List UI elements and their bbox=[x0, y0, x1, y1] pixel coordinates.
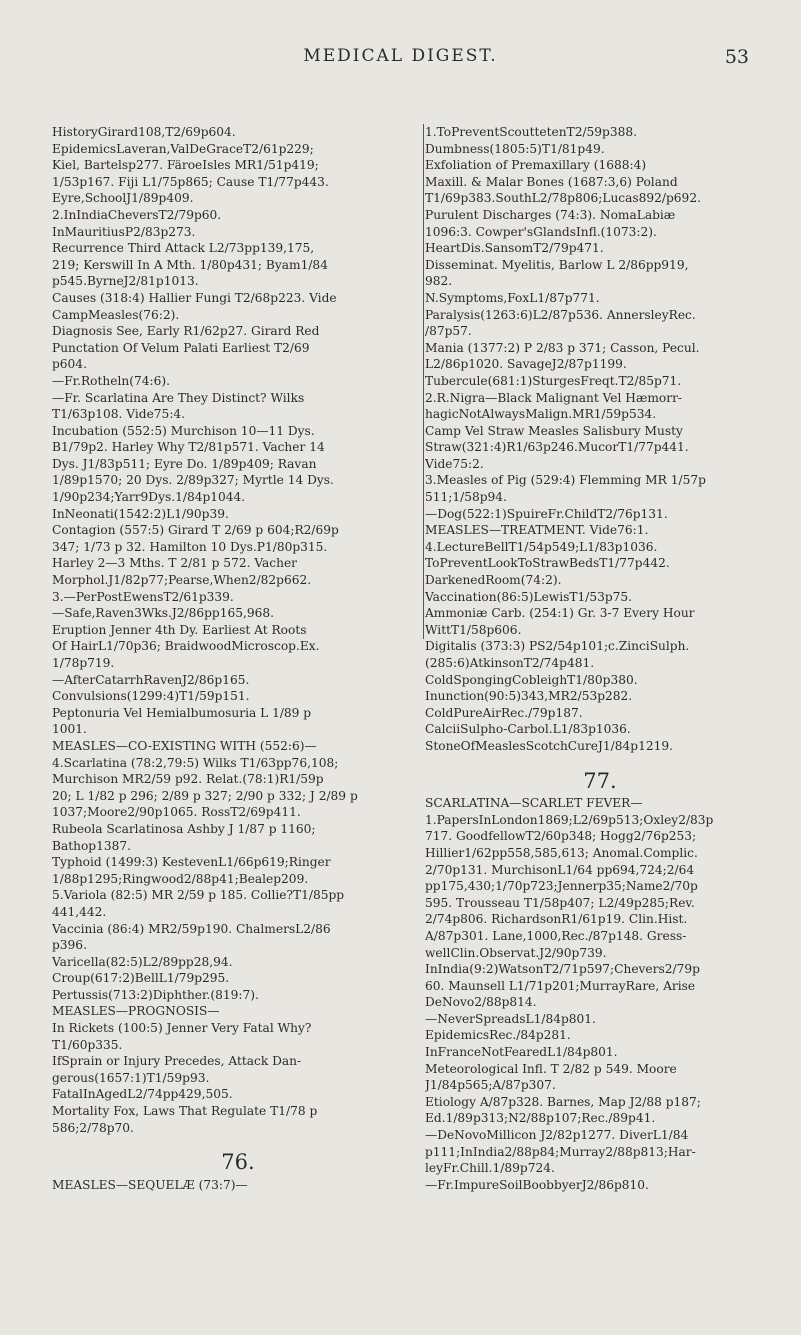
index-line: Meteorological Infl. T 2/82 p 549. Moore bbox=[425, 1061, 677, 1076]
index-line: Convulsions(1299:4)T1/59p151. bbox=[52, 689, 250, 704]
index-line: 1096:3. Cowper'sGlandsInfl.(1073:2). bbox=[425, 224, 657, 239]
index-line: HistoryGirard108,T2/69p604. bbox=[52, 125, 236, 139]
index-line: IfSprain or Injury Precedes, Attack Dan- bbox=[52, 1054, 302, 1069]
index-line: 347; 1/73 p 32. Hamilton 10 Dys.P1/80p315. bbox=[52, 539, 328, 554]
index-line: —Safe,Raven3Wks.J2/86pp165,968. bbox=[52, 606, 274, 621]
index-line: L2/86p1020. SavageJ2/87p1199. bbox=[425, 357, 627, 372]
index-line: Straw(321:4)R1/63p246.MucorT1/77p441. bbox=[425, 440, 689, 455]
index-line: Disseminat. Myelitis, Barlow L 2/86pp919, bbox=[425, 257, 689, 272]
right-tail bbox=[425, 795, 775, 1193]
index-line: 1/88p1295;Ringwood2/88p41;Bealep209. bbox=[52, 871, 309, 886]
index-line: MEASLES—CO-EXISTING WITH (552:6)— bbox=[52, 738, 317, 753]
index-line: InNeonati(1542:2)L1/90p39. bbox=[52, 506, 229, 521]
index-line: Contagion (557:5) Girard T 2/69 p 604;R2/69p bbox=[52, 523, 339, 538]
index-line: SCARLATINA—SCARLET FEVER— bbox=[425, 796, 643, 811]
index-line: WittT1/58p606. bbox=[425, 622, 522, 637]
index-line: Ed.1/89p313;N2/88p107;Rec./89p41. bbox=[425, 1111, 656, 1126]
index-line: (285:6)AtkinsonT2/74p481. bbox=[425, 656, 595, 670]
index-line: MEASLES—PROGNOSIS— bbox=[52, 1004, 220, 1019]
index-line: 586;2/78p70. bbox=[52, 1120, 134, 1135]
index-line: 1037;Moore2/90p1065. RossT2/69p411. bbox=[52, 805, 301, 820]
index-line: 595. Trousseau T1/58p407; L2/49p285;Rev. bbox=[425, 895, 695, 910]
index-line: Morphol.J1/82p77;Pearse,When2/82p662. bbox=[52, 573, 312, 588]
index-line: Tubercule(681:1)SturgesFreqt.T2/85p71. bbox=[425, 373, 682, 388]
running-title: MEDICAL DIGEST. bbox=[303, 46, 498, 66]
index-line: Peptonuria Vel Hemialbumosuria L 1/89 p bbox=[52, 705, 312, 720]
index-line: HeartDis.SansomT2/79p471. bbox=[425, 241, 604, 256]
section-number-77: 77. bbox=[583, 768, 617, 793]
index-line: Diagnosis See, Early R1/62p27. Girard Red bbox=[52, 324, 320, 339]
index-line: Kiel, Bartelsp277. FäroeIsles MR1/51p419; bbox=[52, 158, 319, 173]
index-line: 3.Measles of Pig (529:4) Flemming MR 1/57p bbox=[425, 473, 706, 488]
index-line: Eyre,SchoolJ1/89p409. bbox=[52, 191, 194, 206]
index-line: 2.InIndiaCheversT2/79p60. bbox=[52, 207, 222, 222]
page-number: 53 bbox=[724, 46, 749, 68]
section-number-76: 76. bbox=[221, 1150, 255, 1175]
index-line: Of HairL1/70p36; BraidwoodMicroscop.Ex. bbox=[52, 639, 320, 654]
index-line: T1/63p108. Vide75:4. bbox=[52, 407, 186, 422]
index-line: 1/89p1570; 20 Dys. 2/89p327; Myrtle 14 Dys. bbox=[52, 473, 334, 488]
index-line: Dumbness(1805:5)T1/81p49. bbox=[425, 141, 605, 156]
index-line: ToPreventLookToStrawBedsT1/77p442. bbox=[425, 556, 670, 571]
index-line: —Fr.ImpureSoilBoobbyerJ2/86p810. bbox=[425, 1177, 649, 1192]
index-line: p604. bbox=[52, 357, 87, 372]
index-line: /87p57. bbox=[425, 324, 472, 339]
index-line: CampMeasles(76:2). bbox=[52, 307, 180, 322]
index-line: 511;1/58p94. bbox=[425, 490, 507, 505]
left-tail bbox=[52, 1177, 424, 1194]
index-line: 982. bbox=[425, 274, 453, 289]
index-line: In Rickets (100:5) Jenner Very Fatal Why? bbox=[52, 1021, 312, 1036]
index-line: 1/90p234;Yarr9Dys.1/84p1044. bbox=[52, 490, 246, 505]
index-line: Bathop1387. bbox=[52, 838, 131, 853]
index-line: Vide75:2. bbox=[425, 456, 484, 471]
index-line: Vaccinia (86:4) MR2/59p190. ChalmersL2/86 bbox=[52, 921, 331, 936]
index-line: Exfoliation of Premaxillary (1688:4) bbox=[425, 158, 647, 173]
index-line: 1001. bbox=[52, 722, 87, 737]
index-line: Pertussis(713:2)Diphther.(819:7). bbox=[52, 987, 259, 1002]
index-line: J1/84p565;A/87p307. bbox=[425, 1078, 556, 1093]
index-line: InFranceNotFearedL1/84p801. bbox=[425, 1045, 618, 1060]
index-line: 4.LectureBellT1/54p549;L1/83p1036. bbox=[425, 539, 658, 554]
index-line: 3.—PerPostEwensT2/61p339. bbox=[52, 589, 234, 604]
index-line: wellClin.Observat.J2/90p739. bbox=[425, 945, 607, 960]
index-line: p545.ByrneJ2/81p1013. bbox=[52, 274, 199, 289]
index-line: Murchison MR2/59 p92. Relat.(78:1)R1/59p bbox=[52, 772, 324, 787]
index-line: —Fr. Scarlatina Are They Distinct? Wilks bbox=[52, 390, 305, 405]
index-line: Hillier1/62pp558,585,613; Anomal.Complic. bbox=[425, 845, 698, 860]
index-line: StoneOfMeaslesScotchCureJ1/84p1219. bbox=[425, 738, 673, 753]
index-line: Causes (318:4) Hallier Fungi T2/68p223. Vide bbox=[52, 290, 337, 305]
index-line: Maxill. & Malar Bones (1687:3,6) Poland bbox=[425, 174, 678, 189]
index-line: T1/69p383.SouthL2/78p806;Lucas892/p692. bbox=[425, 191, 701, 206]
index-line: Ammoniæ Carb. (254:1) Gr. 3-7 Every Hour bbox=[425, 606, 695, 621]
index-line: Incubation (552:5) Murchison 10—11 Dys. bbox=[52, 423, 315, 438]
index-line: Purulent Discharges (74:3). NomaLabiæ bbox=[425, 207, 676, 222]
index-line: Dys. J1/83p511; Eyre Do. 1/89p409; Ravan bbox=[52, 456, 317, 471]
index-line: Recurrence Third Attack L2/73pp139,175, bbox=[52, 241, 315, 256]
index-line: B1/79p2. Harley Why T2/81p571. Vacher 14 bbox=[52, 440, 325, 455]
index-line: Eruption Jenner 4th Dy. Earliest At Roots bbox=[52, 622, 307, 637]
index-line: DarkenedRoom(74:2). bbox=[425, 573, 562, 588]
index-line: 1.ToPreventScouttetenT2/59p388. bbox=[425, 125, 637, 139]
index-line: InMauritiusP2/83p273. bbox=[52, 224, 196, 239]
index-line: —NeverSpreadsL1/84p801. bbox=[425, 1011, 596, 1026]
index-line: Croup(617:2)BellL1/79p295. bbox=[52, 971, 230, 986]
index-line: 60. Maunsell L1/71p201;MurrayRare, Arise bbox=[425, 978, 696, 993]
index-line: 2.R.Nigra—Black Malignant Vel Hæmorr- bbox=[425, 390, 683, 405]
index-line: ColdSpongingCobleighT1/80p380. bbox=[425, 672, 638, 687]
index-line: T1/60p335. bbox=[52, 1037, 123, 1052]
index-line: EpidemicsLaveran,ValDeGraceT2/61p229; bbox=[52, 141, 314, 156]
index-line: Mania (1377:2) P 2/83 p 371; Casson, Pecul. bbox=[425, 340, 700, 355]
index-line: hagicNotAlwaysMalign.MR1/59p534. bbox=[425, 407, 657, 422]
index-line: N.Symptoms,FoxL1/87p771. bbox=[425, 290, 600, 305]
index-line: 4.Scarlatina (78:2,79:5) Wilks T1/63pp76,108; bbox=[52, 755, 339, 770]
index-line: —Dog(522:1)SpuireFr.ChildT2/76p131. bbox=[425, 506, 668, 521]
right-lines bbox=[425, 124, 775, 755]
left-lines bbox=[52, 124, 424, 1136]
index-line: pp175,430;1/70p723;Jennerp35;Name2/70p bbox=[425, 879, 698, 894]
index-line: CalciiSulpho-Carbol.L1/83p1036. bbox=[425, 722, 631, 737]
index-line: MEASLES—SEQUELÆ (73:7)— bbox=[52, 1177, 248, 1192]
index-line: p111;InIndia2/88p84;Murray2/88p813;Har- bbox=[425, 1144, 696, 1159]
index-line: Punctation Of Velum Palati Earliest T2/69 bbox=[52, 340, 310, 355]
index-line: MEASLES—TREATMENT. Vide76:1. bbox=[425, 523, 649, 538]
index-line: 1/53p167. Fiji L1/75p865; Cause T1/77p443. bbox=[52, 174, 329, 189]
index-line: 219; Kerswill In A Mth. 1/80p431; Byam1/84 bbox=[52, 257, 328, 272]
index-line: 2/74p806. RichardsonR1/61p19. Clin.Hist. bbox=[425, 912, 688, 927]
index-line: p396. bbox=[52, 938, 87, 953]
index-line: —AfterCatarrhRavenJ2/86p165. bbox=[52, 672, 250, 687]
index-line: InIndia(9:2)WatsonT2/71p597;Chevers2/79p bbox=[425, 962, 700, 977]
index-line: Inunction(90:5)343,MR2/53p282. bbox=[425, 689, 633, 704]
index-line: leyFr.Chill.1/89p724. bbox=[425, 1161, 555, 1176]
index-line: A/87p301. Lane,1000,Rec./87p148. Gress- bbox=[425, 928, 687, 943]
index-line: gerous(1657:1)T1/59p93. bbox=[52, 1070, 210, 1085]
index-line: 1.PapersInLondon1869;L2/69p513;Oxley2/83p bbox=[425, 812, 714, 827]
index-line: 1/78p719. bbox=[52, 656, 115, 670]
index-line: —DeNovoMillicon J2/82p1277. DiverL1/84 bbox=[425, 1128, 689, 1143]
index-line: FatalInAgedL2/74pp429,505. bbox=[52, 1087, 233, 1102]
index-line: Varicella(82:5)L2/89pp28,94. bbox=[52, 954, 233, 969]
index-line: 441,442. bbox=[52, 904, 107, 919]
index-line: Harley 2—3 Mths. T 2/81 p 572. Vacher bbox=[52, 556, 297, 571]
right-column bbox=[425, 124, 775, 1193]
index-line: Vaccination(86:5)LewisT1/53p75. bbox=[425, 589, 633, 604]
index-line: 2/70p131. MurchisonL1/64 pp694,724;2/64 bbox=[425, 862, 695, 877]
index-line: Paralysis(1263:6)L2/87p536. AnnersleyRec. bbox=[425, 307, 696, 322]
left-column bbox=[52, 124, 424, 1193]
column-divider bbox=[423, 124, 424, 639]
index-line: —Fr.Rotheln(74:6). bbox=[52, 373, 170, 388]
index-line: Digitalis (373:3) PS2/54p101;c.ZinciSulph. bbox=[425, 639, 690, 654]
index-line: Rubeola Scarlatinosa Ashby J 1/87 p 1160; bbox=[52, 821, 316, 836]
index-line: 20; L 1/82 p 296; 2/89 p 327; 2/90 p 332; J 2/89 p bbox=[52, 788, 358, 803]
index-line: 5.Variola (82:5) MR 2/59 p 185. Collie?T1/85pp bbox=[52, 888, 345, 903]
index-line: Camp Vel Straw Measles Salisbury Musty bbox=[425, 423, 683, 438]
index-line: ColdPureAirRec./79p187. bbox=[425, 705, 583, 720]
index-line: 717. GoodfellowT2/60p348; Hogg2/76p253; bbox=[425, 829, 697, 844]
index-line: EpidemicsRec./84p281. bbox=[425, 1028, 571, 1043]
index-line: Etiology A/87p328. Barnes, Map J2/88 p187; bbox=[425, 1094, 701, 1109]
index-line: Mortality Fox, Laws That Regulate T1/78 p bbox=[52, 1104, 318, 1119]
index-line: Typhoid (1499:3) KestevenL1/66p619;Ringer bbox=[52, 855, 331, 870]
index-line: DeNovo2/88p814. bbox=[425, 995, 537, 1010]
